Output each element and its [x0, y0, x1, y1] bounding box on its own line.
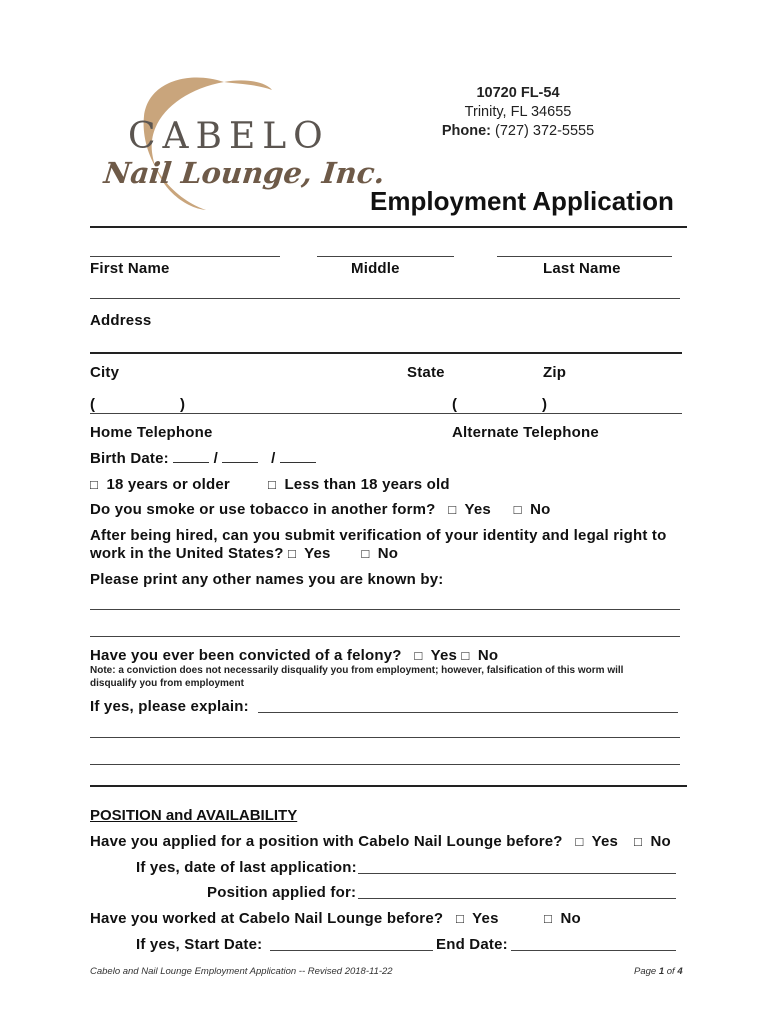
- age-over-label: 18 years or older: [106, 476, 230, 493]
- worked-yes-label: Yes: [472, 910, 499, 927]
- verify-question-line2: [90, 545, 398, 562]
- birth-year-field[interactable]: [280, 461, 316, 463]
- last-name-field[interactable]: [497, 256, 672, 257]
- zip-label: Zip: [543, 364, 567, 381]
- checkbox-icon[interactable]: □: [361, 546, 370, 561]
- other-names-field[interactable]: [90, 609, 680, 610]
- position-section-title: POSITION and AVAILABILITY: [90, 807, 298, 824]
- checkbox-icon[interactable]: □: [513, 502, 522, 517]
- first-name-field[interactable]: [90, 256, 280, 257]
- footer-revision: Cabelo and Nail Lounge Employment Application -- Revised 2018-11-22: [90, 966, 393, 977]
- verify-question-line1: After being hired, can you submit verification of your identity and legal right to: [90, 527, 667, 544]
- checkbox-icon[interactable]: □: [461, 648, 470, 663]
- birth-date-label: Birth Date:: [90, 450, 169, 467]
- section-divider: [90, 785, 687, 787]
- company-address: [418, 84, 618, 141]
- applied-question-text: Have you applied for a position with Cabelo Nail Lounge before?: [90, 833, 563, 850]
- address-label: Address: [90, 312, 152, 329]
- checkbox-icon[interactable]: □: [414, 648, 423, 663]
- birth-month-field[interactable]: [173, 461, 209, 463]
- last-application-date-field[interactable]: [358, 873, 676, 874]
- felony-question-text: Have you ever been convicted of a felony?: [90, 647, 402, 664]
- page-label: Page: [634, 966, 657, 977]
- checkbox-icon[interactable]: □: [448, 502, 457, 517]
- felony-yes-label: Yes: [430, 647, 458, 664]
- end-date-label: End Date:: [436, 936, 508, 953]
- checkbox-icon[interactable]: □: [268, 477, 277, 492]
- phone-label: Phone:: [441, 123, 491, 139]
- worked-question-text: Have you worked at Cabelo Nail Lounge before?: [90, 910, 444, 927]
- position-applied-field[interactable]: [358, 898, 676, 899]
- middle-name-field[interactable]: [317, 256, 454, 257]
- page-of: of: [666, 966, 675, 977]
- start-date-field[interactable]: [270, 950, 433, 951]
- felony-note-line1: Note: a conviction does not necessarily disqualify you from employment; however, falsification of this worm will: [90, 665, 624, 676]
- last-name-label: Last Name: [543, 260, 621, 277]
- state-label: State: [407, 364, 445, 381]
- birth-date-slash: /: [213, 450, 218, 467]
- smoke-yes-label: Yes: [464, 501, 491, 518]
- explain-field[interactable]: [90, 737, 680, 738]
- birth-date-row: [90, 450, 316, 467]
- page-title: Employment Application: [370, 186, 674, 216]
- applied-yes-label: Yes: [591, 833, 619, 850]
- smoke-question: [90, 501, 551, 518]
- last-application-date-label: If yes, date of last application:: [136, 859, 357, 876]
- checkbox-icon[interactable]: □: [287, 546, 296, 561]
- birth-date-slash: /: [271, 450, 276, 467]
- alt-area-code-open: (: [452, 396, 458, 413]
- applied-no-option[interactable]: [634, 833, 671, 850]
- verify-yes-label: Yes: [304, 545, 331, 562]
- age-under-label: Less than 18 years old: [284, 476, 450, 493]
- title-underline: [90, 226, 687, 228]
- end-date-field[interactable]: [511, 950, 676, 951]
- applied-no-label: No: [650, 833, 671, 850]
- city-label: City: [90, 364, 120, 381]
- birth-day-field[interactable]: [222, 461, 258, 463]
- home-area-code-open: (: [90, 396, 96, 413]
- checkbox-icon[interactable]: □: [90, 477, 99, 492]
- explain-field[interactable]: [258, 712, 678, 713]
- start-date-label: If yes, Start Date:: [136, 936, 263, 953]
- other-names-field[interactable]: [90, 636, 680, 637]
- applied-before-question: [90, 833, 618, 850]
- explain-field[interactable]: [90, 764, 680, 765]
- footer-page-number: [634, 966, 683, 977]
- alternate-telephone-label: Alternate Telephone: [452, 424, 599, 441]
- worked-before-question: [90, 910, 499, 927]
- felony-note: [90, 664, 690, 690]
- age-under-option[interactable]: [268, 476, 450, 493]
- worked-no-label: No: [560, 910, 581, 927]
- verify-no-label: No: [377, 545, 399, 562]
- felony-no-label: No: [477, 647, 499, 664]
- smoke-question-text: Do you smoke or use tobacco in another form?: [90, 501, 436, 518]
- other-names-label: Please print any other names you are known by:: [90, 571, 444, 588]
- checkbox-icon[interactable]: □: [575, 834, 584, 849]
- smoke-no-label: No: [530, 501, 551, 518]
- address-phone: [418, 122, 618, 141]
- telephone-field[interactable]: [90, 413, 682, 414]
- page-total: 4: [677, 966, 683, 977]
- verify-question-text: work in the United States?: [90, 545, 284, 562]
- middle-name-label: Middle: [351, 260, 400, 277]
- address-field[interactable]: [90, 298, 680, 299]
- phone-value: (727) 372-5555: [495, 123, 595, 139]
- checkbox-icon[interactable]: □: [544, 911, 553, 926]
- address-street: 10720 FL-54: [476, 85, 560, 101]
- first-name-label: First Name: [90, 260, 170, 277]
- page-current: 1: [658, 966, 665, 977]
- position-applied-label: Position applied for:: [207, 884, 357, 901]
- alt-area-code-close: ): [542, 396, 548, 413]
- checkbox-icon[interactable]: □: [455, 911, 465, 926]
- explain-label: If yes, please explain:: [90, 698, 249, 715]
- age-over-option[interactable]: [90, 476, 230, 493]
- logo-top-text: CABELO: [128, 116, 330, 157]
- home-telephone-label: Home Telephone: [90, 424, 213, 441]
- city-state-zip-field[interactable]: [90, 352, 682, 354]
- worked-no-option[interactable]: [544, 910, 581, 927]
- logo-script-text: Nail Lounge, Inc.: [102, 156, 387, 190]
- felony-question: [90, 647, 498, 664]
- checkbox-icon[interactable]: □: [634, 834, 643, 849]
- home-area-code-close: ): [180, 396, 186, 413]
- felony-note-line2: disqualify you from employment: [90, 678, 244, 689]
- address-city: Trinity, FL 34655: [464, 104, 572, 120]
